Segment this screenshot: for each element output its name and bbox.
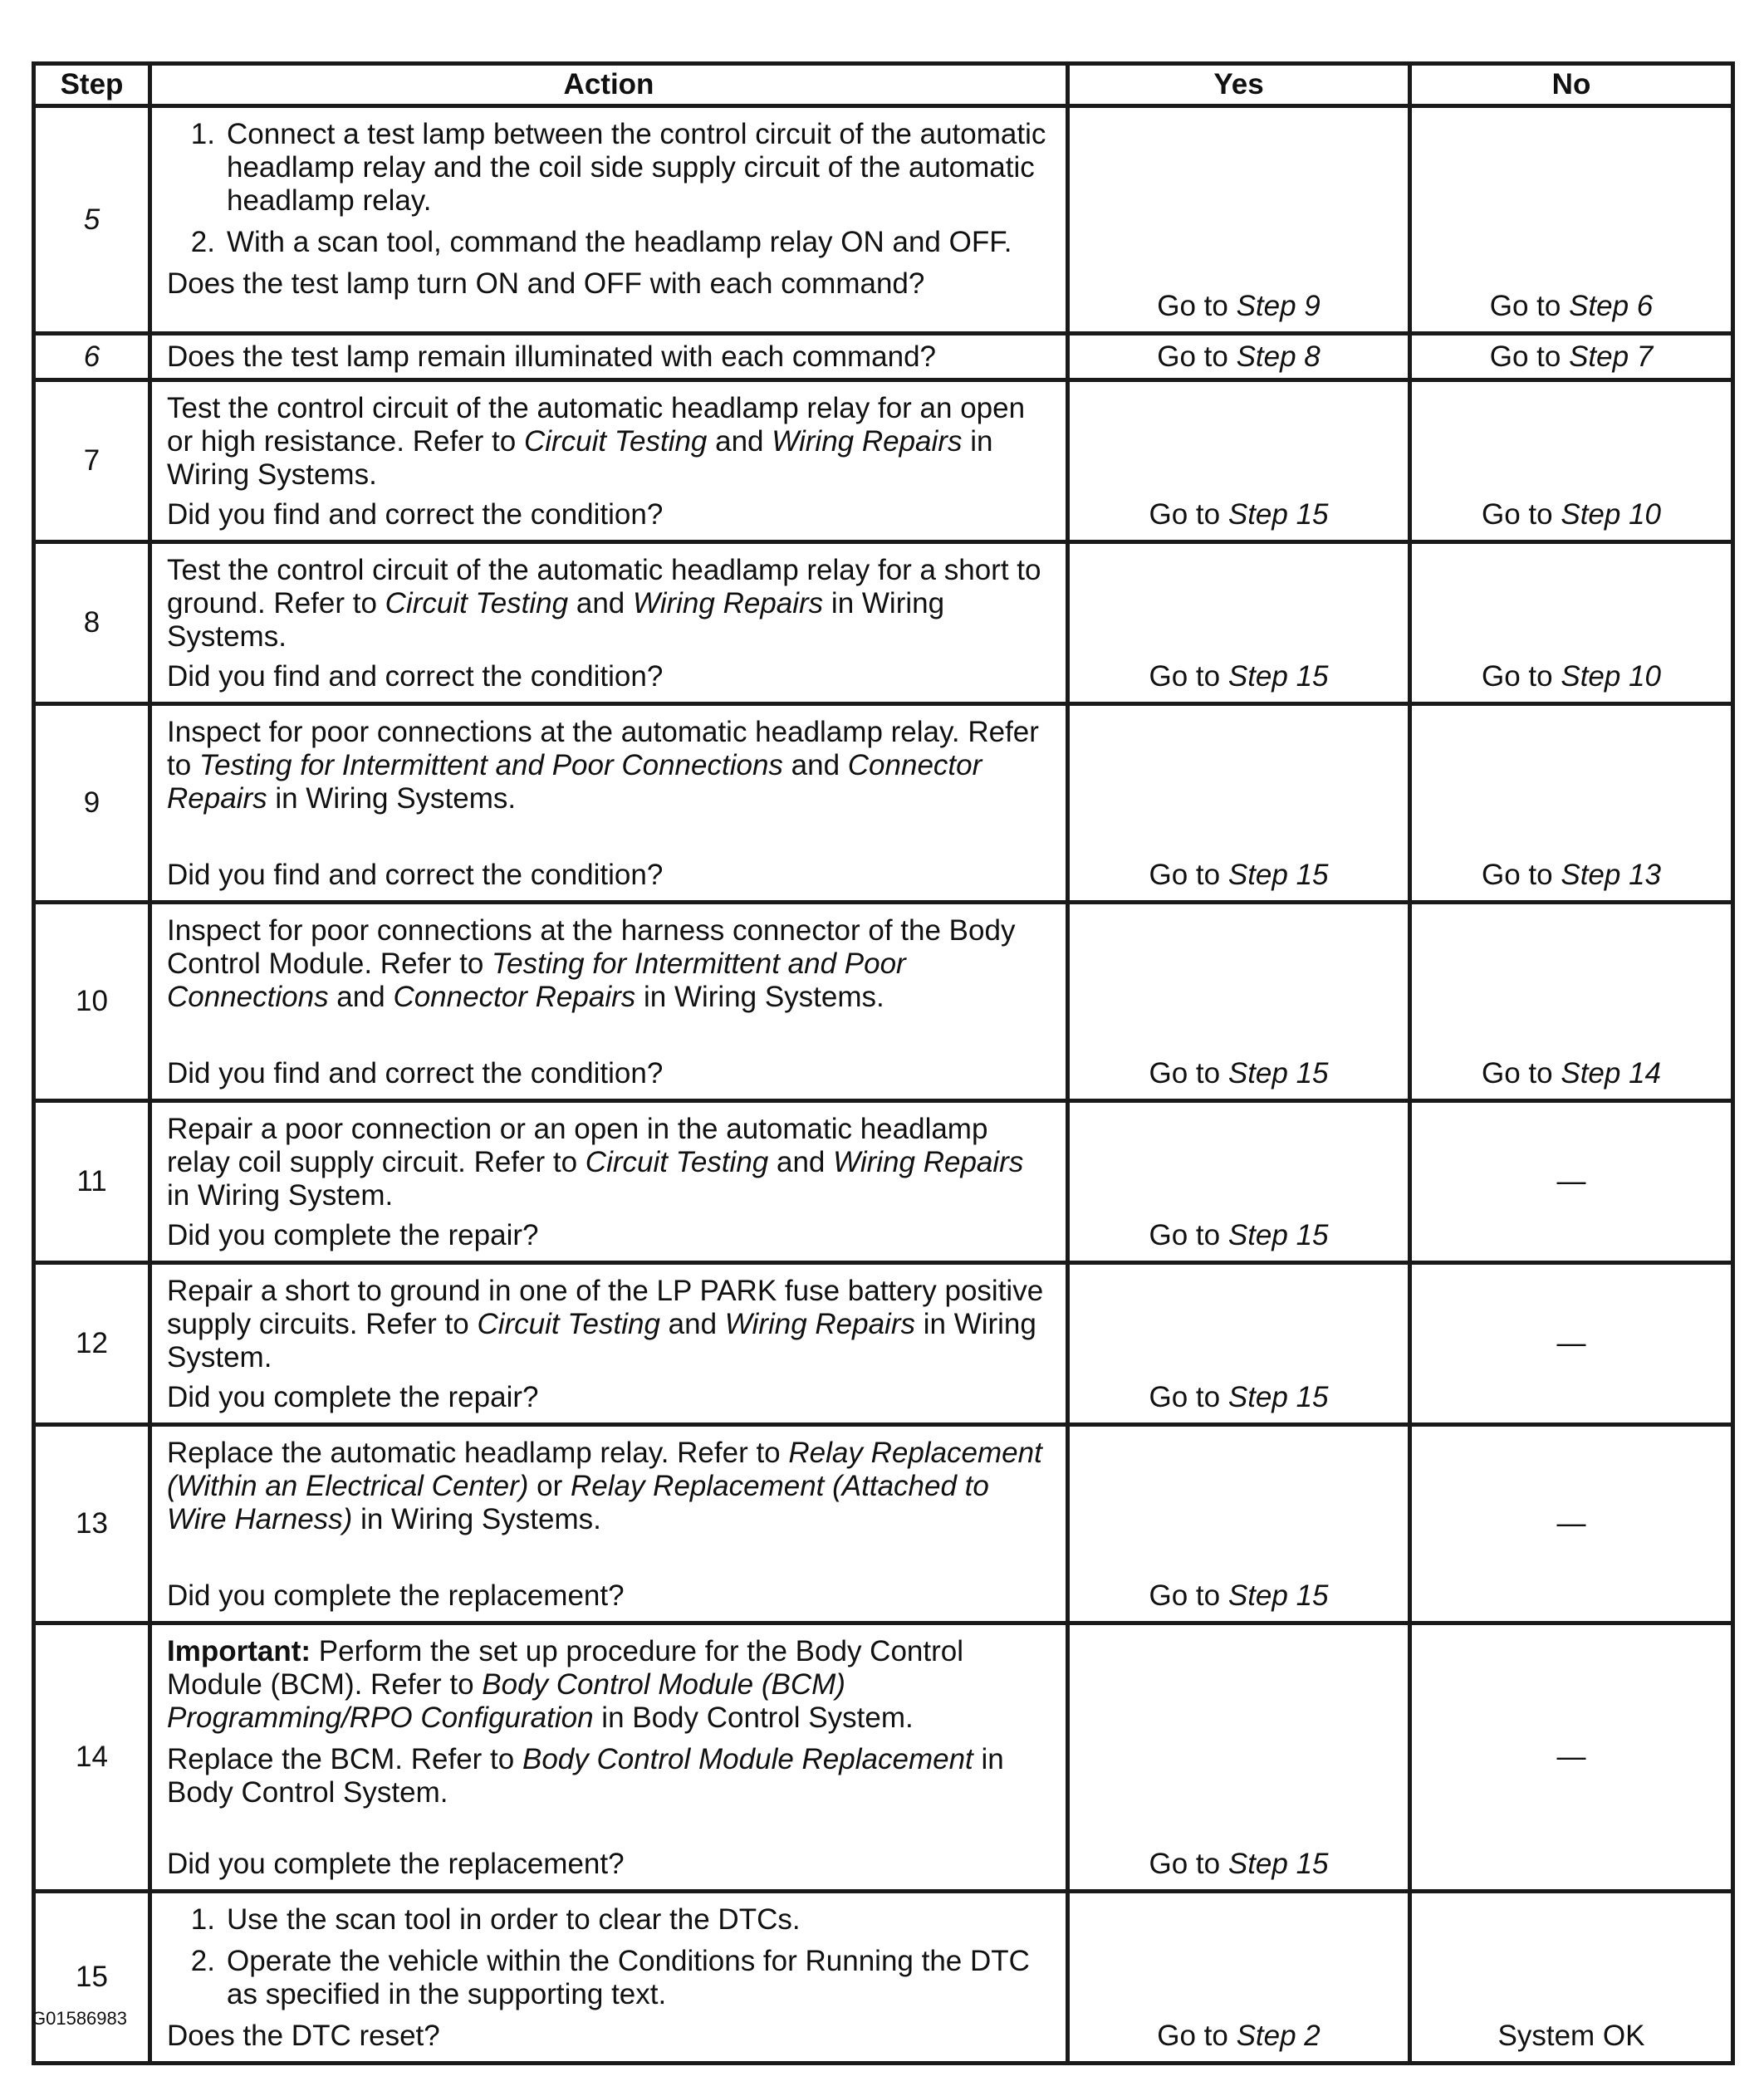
yes-result: Go to Step 15 [1068,704,1410,903]
question-text: Did you find and correct the condition? [167,660,664,693]
yes-result: Go to Step 15 [1068,1263,1410,1425]
step-number: 5 [34,106,150,334]
no-result: Go to Step 10 [1410,380,1733,542]
yes-result: Go to Step 15 [1068,1623,1410,1892]
instruction-text: Repair a poor connection or an open in the automatic headlamp relay coil supply circuit. Refer to Circuit Testing and Wiring Repairs in Wiring System. [167,1113,1024,1212]
instruction-text: Replace the BCM. Refer to Body Control Module Replacement in Body Control System. [167,1743,1004,1809]
no-result: Go to Step 10 [1410,542,1733,704]
step-number: 14 [34,1623,150,1892]
list-item: 2. Operate the vehicle within the Conditions for Running the DTC as specified in the supporting text. [190,1945,1030,2010]
question-text: Does the DTC reset? [167,2020,440,2052]
action-cell [150,903,1068,1101]
no-result: System OK [1410,1892,1733,2064]
action-cell [150,1263,1068,1425]
header-yes: Yes [1068,64,1410,106]
question-text: Did you find and correct the condition? [167,859,664,891]
action-cell [150,106,1068,334]
question-text: Did you complete the replacement? [167,1579,625,1612]
important-note: Important: Perform the set up procedure for the Body Control Module (BCM). Refer to Body Control Module (BCM) Programming/RPO Configuration in Body Control System. [167,1635,964,1734]
table-row-step-10 [34,903,1733,1101]
no-result: Go to Step 13 [1410,704,1733,903]
yes-result: Go to Step 2 [1068,1892,1410,2064]
yes-result: Go to Step 15 [1068,1101,1410,1263]
question-text: Did you find and correct the condition? [167,498,664,531]
step-number: 10 [34,903,150,1101]
table-row-step-12 [34,1263,1733,1425]
header-step: Step [34,64,150,106]
yes-result: Go to Step 8 [1068,334,1410,380]
instruction-text: Test the control circuit of the automatic headlamp relay for an open or high resistance. Refer to Circuit Testing and Wiring Repairs in Wiring Systems. [167,392,1026,491]
table-row-step-11 [34,1101,1733,1263]
action-cell [150,704,1068,903]
table-header-row [34,64,1733,106]
no-result-dash: — [1410,1263,1733,1425]
step-number: 9 [34,704,150,903]
table-row-step-7 [34,380,1733,542]
instruction-text: Test the control circuit of the automatic headlamp relay for a short to ground. Refer to Circuit Testing and Wiring Repairs in Wiring Systems. [167,554,1041,653]
no-result-dash: — [1410,1425,1733,1623]
table-row-step-6 [34,334,1733,380]
action-cell [150,380,1068,542]
yes-result: Go to Step 15 [1068,1425,1410,1623]
diagnostic-steps-table [32,61,1735,2065]
figure-id: G01586983 [32,2008,127,2029]
numbered-list [167,1903,1054,2011]
numbered-list [167,118,1054,259]
diagnostic-table-container [32,61,1731,2065]
list-item: 1. Use the scan tool in order to clear the DTCs. [190,1903,801,1936]
yes-result: Go to Step 15 [1068,903,1410,1101]
table-row-step-9 [34,704,1733,903]
question-text: Did you complete the repair? [167,1381,539,1413]
question-text: Does the test lamp remain illuminated with each command? [150,334,1068,380]
no-result: Go to Step 14 [1410,903,1733,1101]
step-number: 6 [34,334,150,380]
step-number: 12 [34,1263,150,1425]
header-no: No [1410,64,1733,106]
yes-result: Go to Step 15 [1068,542,1410,704]
table-row-step-8 [34,542,1733,704]
step-number: 8 [34,542,150,704]
step-number: 15 [34,1892,150,2064]
question-text: Did you find and correct the condition? [167,1057,664,1090]
header-action: Action [150,64,1068,106]
step-number: 13 [34,1425,150,1623]
step-number: 7 [34,380,150,542]
yes-result: Go to Step 9 [1068,106,1410,334]
instruction-text: Replace the automatic headlamp relay. Refer to Relay Replacement (Within an Electrical Center) or Relay Replacement (Attached to Wire Harness) in Wiring Systems. [167,1437,1042,1535]
instruction-text: Repair a short to ground in one of the LP PARK fuse battery positive supply circuits. Refer to Circuit Testing and Wiring Repairs in Wiring System. [167,1275,1044,1374]
no-result: Go to Step 6 [1410,106,1733,334]
action-cell [150,1623,1068,1892]
list-item: 2. With a scan tool, command the headlamp relay ON and OFF. [190,226,1012,258]
action-cell [150,1101,1068,1263]
table-row-step-5 [34,106,1733,334]
no-result-dash: — [1410,1623,1733,1892]
action-cell [150,1425,1068,1623]
instruction-text: Inspect for poor connections at the harness connector of the Body Control Module. Refer to Testing for Intermittent and Poor Connections and Connector Repairs in Wiring Systems. [167,914,1016,1013]
instruction-text: Inspect for poor connections at the automatic headlamp relay. Refer to Testing for Intermittent and Poor Connections and Connector Repairs in Wiring Systems. [167,716,1039,815]
action-cell [150,1892,1068,2064]
question-text: Did you complete the replacement? [167,1848,625,1880]
important-label: Important: [167,1635,311,1667]
yes-result: Go to Step 15 [1068,380,1410,542]
no-result-dash: — [1410,1101,1733,1263]
no-result: Go to Step 7 [1410,334,1733,380]
step-number: 11 [34,1101,150,1263]
action-cell [150,542,1068,704]
question-text: Does the test lamp turn ON and OFF with each command? [167,267,925,300]
question-text: Did you complete the repair? [167,1219,539,1251]
list-item: 1. Connect a test lamp between the control circuit of the automatic headlamp relay and the coil side supply circuit of the automatic headlamp relay. [190,118,1046,217]
table-row-step-15 [34,1892,1733,2064]
table-row-step-14 [34,1623,1733,1892]
table-row-step-13 [34,1425,1733,1623]
